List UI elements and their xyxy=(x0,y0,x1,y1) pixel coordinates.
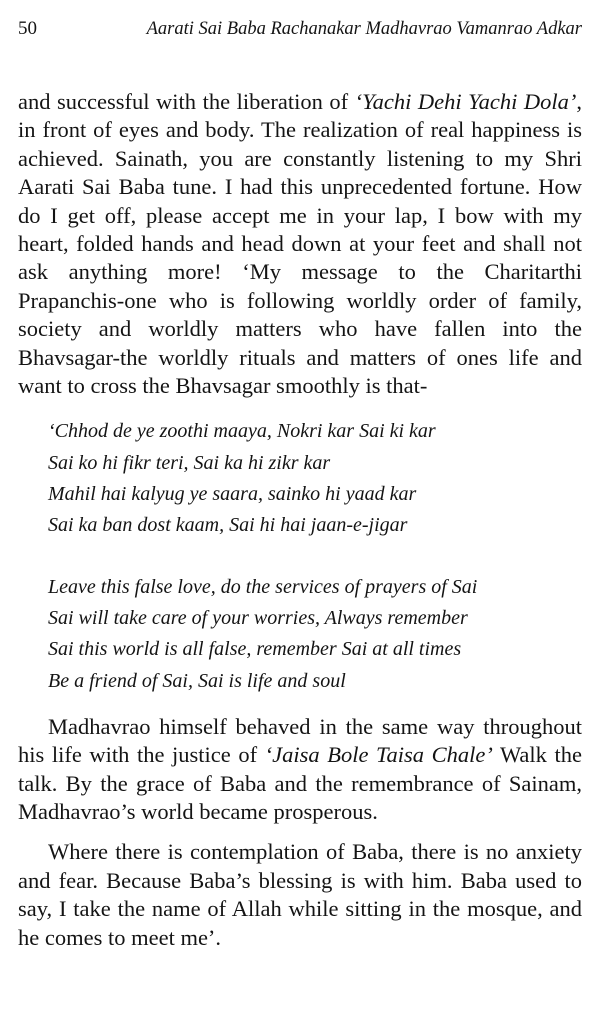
paragraph-2-text-c: Walk the talk. By the grace of Baba and the remembrance of Sainam, Madhavrao’s world became prosperous. xyxy=(18,742,582,825)
verse-english-line: Leave this false love, do the services of prayers of Sai xyxy=(48,575,478,598)
verse-english-line: Sai this world is all false, remember Sai at all times xyxy=(48,638,462,661)
paragraph-2-italic-title: ‘Jaisa Bole Taisa Chale’ xyxy=(264,742,493,768)
page-number: 50 xyxy=(18,18,37,39)
running-head: Aarati Sai Baba Rachanakar Madhavrao Vamanrao Adkar xyxy=(146,19,582,39)
verse-hindi xyxy=(18,416,582,541)
paragraph-2 xyxy=(18,713,582,827)
verse-hindi-line: Mahil hai kalyug ye saara, sainko hi yaad kar xyxy=(48,483,417,506)
paragraph-2-text-a: Madhavrao himself behaved in the same way throughout his life with the justice of xyxy=(18,713,582,768)
verse-hindi-line: Sai ko hi fikr teri, Sai ka hi zikr kar xyxy=(48,451,331,474)
paragraph-1-italic-title: ‘Yachi Dehi Yachi Dola’ xyxy=(354,89,577,114)
paragraph-1-text-c: , in front of eyes and body. The realization of real happiness is achieved. Sainath, you are constantly listening to my Shri Aarati Sai Baba tune. I had this unprecedented fortune. How do I get off, please accept me in your lap, I bow with my heart, folded hands and head down at your feet and shall not ask anything more! ‘My message to the Charitarthi Prapanchis-one who is following worldly order of family, society and worldly matters who have fallen into the Bhavsagar-the worldly rituals and matters of ones life and want to cross the Bhavsagar smoothly is that- xyxy=(18,89,582,399)
paragraph-1 xyxy=(18,88,582,400)
verse-english-line: Sai will take care of your worries, Always remember xyxy=(48,606,468,629)
paragraph-3: Where there is contemplation of Baba, there is no anxiety and fear. Because Baba’s blessing is with him. Baba used to say, I take the name of Allah while sitting in the mosque, and he comes to meet me’. xyxy=(18,839,582,950)
page-header xyxy=(18,18,582,50)
verse-hindi-line: ‘Chhod de ye zoothi maaya, Nokri kar Sai ki kar xyxy=(48,420,436,443)
verse-english xyxy=(18,572,582,697)
verse-english-line: Be a friend of Sai, Sai is life and soul xyxy=(48,669,346,692)
verse-hindi-line: Sai ka ban dost kaam, Sai hi hai jaan-e-jigar xyxy=(48,514,408,537)
paragraph-1-text-a: and successful with the liberation of xyxy=(18,89,355,114)
